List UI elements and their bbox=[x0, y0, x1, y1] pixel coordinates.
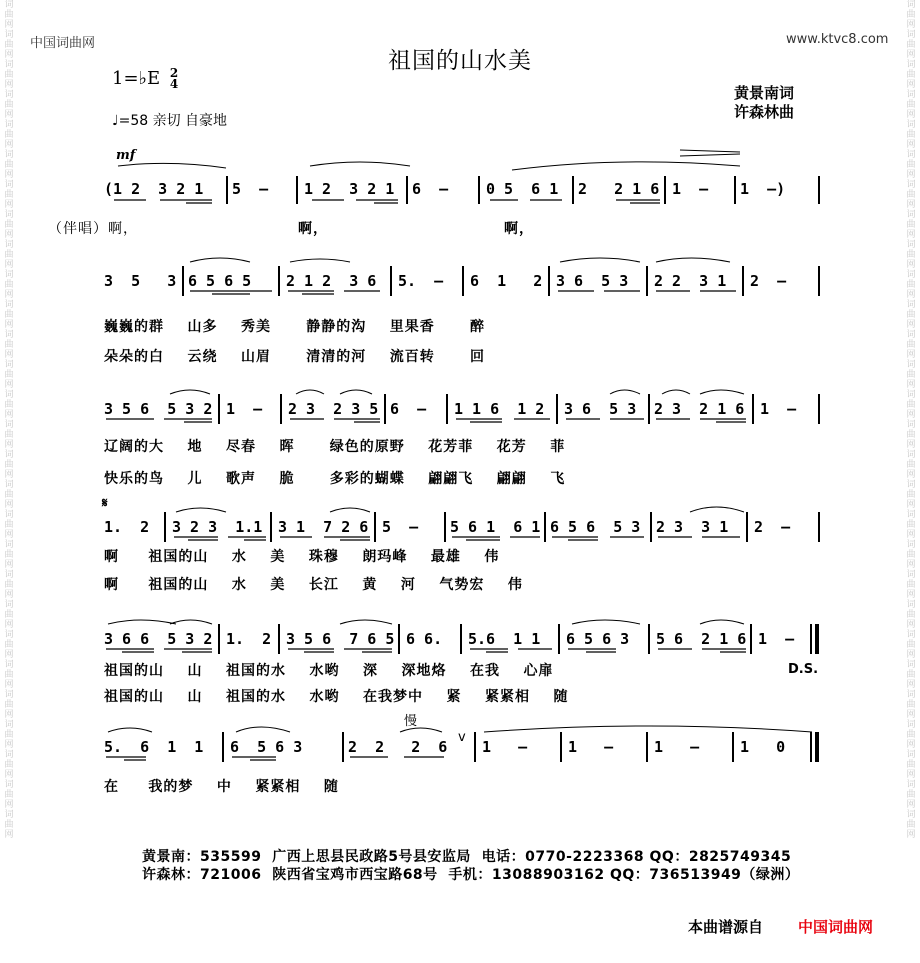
measure: 6 5 6 3 bbox=[566, 630, 630, 648]
measure: 1 – bbox=[760, 400, 797, 418]
measure: 3 5 3 bbox=[104, 272, 177, 290]
contact-line-composer: 许森林：721006 陕西省宝鸡市西宝路68号 手机：13088903162 QQ：736513949（绿洲） bbox=[142, 867, 800, 883]
slur bbox=[340, 390, 372, 394]
lyric-verse2: 啊 祖国的山 水 美 长江 黄 河 气势宏 伟 bbox=[104, 577, 523, 593]
measure: 3 6 5 3 bbox=[564, 400, 637, 418]
measure: 3 6 5 3 bbox=[556, 272, 629, 290]
measure: 2 – bbox=[750, 272, 787, 290]
measure: 3 1 7 2 6 bbox=[278, 518, 369, 536]
measure: 5. 6 1 1 bbox=[104, 738, 204, 756]
tempo-marking: ♩=58 亲切 自豪地 bbox=[112, 113, 228, 129]
composer-credit: 许森林曲 bbox=[734, 103, 795, 121]
time-top: 2 bbox=[169, 66, 179, 80]
lyric-verse1: 啊 祖国的山 水 美 珠穆 朗玛峰 最雄 伟 bbox=[104, 549, 500, 565]
measure: 5 6 2 1 6 bbox=[656, 630, 747, 648]
slur bbox=[118, 163, 226, 168]
site-url-top-right: www.ktvc8.com bbox=[786, 32, 889, 47]
slur bbox=[400, 728, 442, 732]
measure: 6 5 6 3 bbox=[230, 738, 303, 756]
measure: 6 6. bbox=[406, 630, 443, 648]
lyric-verse2: 朵朵的白 云绕 山眉 清清的河 流百转 回 bbox=[104, 349, 485, 365]
measure: 1. 2 bbox=[226, 630, 272, 648]
lyric-verse1: 祖国的山 山 祖国的水 水哟 深 深地烙 在我 心扉 bbox=[104, 663, 554, 679]
slur bbox=[610, 390, 640, 394]
measure: (1 2 3 2 1 bbox=[104, 180, 204, 198]
lyric-chorus-end: 啊， bbox=[504, 221, 534, 237]
measure: 2 3 2 1 6 bbox=[654, 400, 745, 418]
lyric-chorus-mid: 啊， bbox=[298, 221, 328, 237]
measure: 6 1 2 bbox=[470, 272, 543, 290]
measure: 5. – bbox=[398, 272, 444, 290]
site-name-top-left: 中国词曲网 bbox=[30, 36, 96, 51]
measure: 5 – bbox=[382, 518, 419, 536]
measure: 1 – bbox=[654, 738, 700, 756]
measure: 1 0 bbox=[740, 738, 786, 756]
measure: 2 2 2 6 bbox=[348, 738, 448, 756]
measure: 1 – bbox=[672, 180, 709, 198]
slur bbox=[310, 162, 410, 166]
measure: 3 2 3 1.1 bbox=[172, 518, 263, 536]
slur bbox=[108, 620, 176, 624]
lyric-coda: 在 我的梦 中 紧紧相 随 bbox=[104, 779, 339, 795]
slur bbox=[290, 259, 350, 262]
measure: 2 2 1 6 bbox=[578, 180, 660, 198]
slur bbox=[190, 258, 250, 262]
watermark-right: 词曲网词曲网词曲网词曲网词曲网词曲网词曲网词曲网词曲网词曲网词曲网词曲网词曲网词曲网词曲网词曲网词曲网词曲网词曲网词曲网词曲网词曲网词曲网词曲网词曲网词曲网词曲网词曲网 bbox=[906, 0, 916, 840]
lyric-verse1: 巍巍的群 山多 秀美 静静的沟 里果香 醉 bbox=[104, 319, 485, 335]
segno-mark: 𝄋 bbox=[102, 496, 108, 511]
measure: 0 5 6 1 bbox=[486, 180, 559, 198]
song-title: 祖国的山水美 bbox=[388, 48, 532, 74]
source-label: 本曲谱源自 bbox=[688, 918, 764, 936]
slur bbox=[690, 507, 744, 512]
slur bbox=[484, 726, 812, 732]
measure: 1 2 3 2 1 bbox=[304, 180, 395, 198]
slur bbox=[236, 727, 290, 732]
lyricist-credit: 黄景南词 bbox=[734, 84, 795, 102]
slur bbox=[340, 620, 392, 624]
measure: 6 – bbox=[412, 180, 449, 198]
key-label: 1=♭E bbox=[112, 68, 161, 89]
measure: 6 – bbox=[390, 400, 427, 418]
measure: 2 2 3 1 bbox=[654, 272, 727, 290]
lyric-verse2: 祖国的山 山 祖国的水 水哟 在我梦中 紧 紧紧相 随 bbox=[104, 689, 569, 705]
measure: 2 1 2 3 6 bbox=[286, 272, 377, 290]
measure: 3 6 6 5 3 2 bbox=[104, 630, 213, 648]
slur bbox=[170, 390, 210, 394]
slur bbox=[572, 620, 640, 624]
slur bbox=[656, 258, 730, 262]
measure: 1. 2 bbox=[104, 518, 150, 536]
slur bbox=[108, 728, 152, 732]
measure: 2 3 2 3 5 bbox=[288, 400, 379, 418]
measure: 6 5 6 5 3 bbox=[550, 518, 641, 536]
slur bbox=[330, 508, 370, 512]
slur bbox=[560, 258, 640, 262]
decrescendo bbox=[680, 150, 740, 156]
measure: 1 – bbox=[758, 630, 795, 648]
contact-line-lyricist: 黄景南：535599 广西上思县民政路5号县安监局 电话：0770-2223368 QQ：2825749345 bbox=[142, 849, 792, 865]
tempo-slow: 慢 bbox=[404, 714, 418, 729]
time-bottom: 4 bbox=[169, 77, 179, 91]
breath-mark: v bbox=[458, 730, 466, 745]
measure: 1 1 6 1 2 bbox=[454, 400, 545, 418]
slur bbox=[700, 390, 744, 394]
slur bbox=[512, 162, 740, 170]
measure: 5 – bbox=[232, 180, 269, 198]
lyric-verse1: 辽阔的大 地 尽春 晖 绿色的原野 花芳菲 花芳 菲 bbox=[104, 439, 566, 455]
measure: 1 –) bbox=[740, 180, 786, 198]
measure: 1 – bbox=[226, 400, 263, 418]
measure: 1 – bbox=[568, 738, 614, 756]
slur bbox=[176, 508, 226, 512]
dynamic-mark: mf bbox=[116, 148, 136, 163]
lyric-chorus-prefix: （伴唱）啊， bbox=[48, 221, 138, 237]
slur bbox=[662, 390, 690, 394]
measure: 2 – bbox=[754, 518, 791, 536]
slur bbox=[296, 390, 324, 394]
measure: 5 6 1 6 1 bbox=[450, 518, 541, 536]
dal-segno: D.S. bbox=[788, 662, 819, 677]
measure: 2 3 3 1 bbox=[656, 518, 729, 536]
measure: 5.6 1 1 bbox=[468, 630, 541, 648]
measure: 6 5 6 5 bbox=[188, 272, 252, 290]
source-site-link[interactable]: 中国词曲网 bbox=[798, 918, 874, 936]
measure: 3 5 6 5 3 2 bbox=[104, 400, 213, 418]
slur bbox=[170, 620, 212, 624]
measure: 1 – bbox=[482, 738, 528, 756]
measure: 3 5 6 7 6 5 bbox=[286, 630, 395, 648]
watermark-left: 词曲网词曲网词曲网词曲网词曲网词曲网词曲网词曲网词曲网词曲网词曲网词曲网词曲网词曲网词曲网词曲网词曲网词曲网词曲网词曲网词曲网词曲网词曲网词曲网词曲网词曲网词曲网词曲网 bbox=[4, 0, 14, 840]
slur bbox=[700, 620, 744, 624]
lyric-verse2: 快乐的鸟 儿 歌声 脆 多彩的蝴蝶 翩翩飞 翩翩 飞 bbox=[104, 471, 566, 487]
